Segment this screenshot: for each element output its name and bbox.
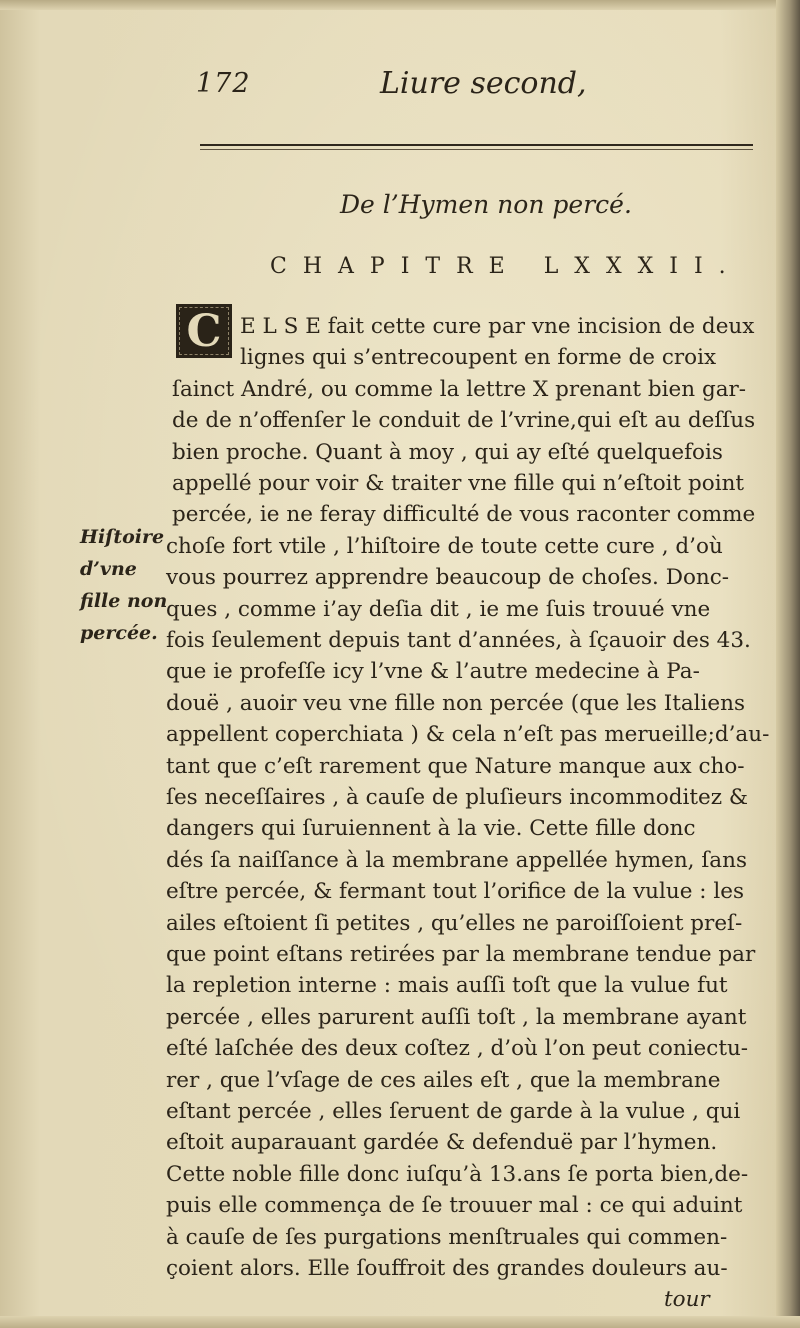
drop-cap: [176, 304, 232, 358]
body-line: percée , elles parurent auſſi toſt , la membrane ayant: [166, 1004, 747, 1030]
header-rule-thin: [200, 149, 753, 150]
body-line: dés ſa naiſſance à la membrane appellée hymen, ſans: [166, 847, 748, 873]
body-line: ailes eſtoient ſi petites , qu’elles ne paroiſſoient preſ-: [166, 910, 743, 936]
body-line: lignes qui s’entrecoupent en forme de croix: [240, 345, 717, 371]
chapter-heading: CHAPITRE LXXXII.: [270, 254, 742, 279]
body-line: appellent coperchiata ) & cela n’eſt pas merueille;d’au-: [166, 722, 770, 748]
body-line: de de n’offenſer le conduit de l’vrine,qui eſt au deſſus: [172, 408, 756, 434]
body-line: vous pourrez apprendre beaucoup de choſes. Donc-: [166, 565, 730, 591]
body-line: ſes neceſſaires , à cauſe de pluſieurs incommoditez &: [166, 785, 748, 810]
margin-note-line: Hiſtoire: [80, 526, 165, 548]
page-gutter-shadow: [776, 0, 800, 1328]
page-bottom-edge: [0, 1316, 800, 1328]
margin-note-line: percée.: [80, 622, 158, 644]
body-line: tant que c’eſt rarement que Nature manque aux cho-: [166, 753, 745, 779]
margin-note-line: d’vne: [80, 558, 137, 580]
body-line: fois ſeulement depuis tant d’années, à ſçauoir des 43.: [166, 628, 751, 653]
body-line: puis elle commença de ſe trouuer mal : ce qui aduint: [166, 1193, 743, 1219]
body-line: percée, ie ne feray difficulté de vous raconter comme: [172, 502, 756, 528]
body-line: E L S E fait cette cure par vne incision de deux: [240, 314, 755, 339]
body-line: eſtoit auparauant gardée & defenduë par l’hymen.: [166, 1130, 718, 1156]
body-line: ques , comme i’ay deſia dit , ie me ſuis trouué vne: [166, 596, 711, 622]
body-line: eſté laſchée des deux coſtez , d’où l’on peut coniectu-: [166, 1036, 749, 1062]
body-line: appellé pour voir & traiter vne fille qui n’eſtoit point: [172, 471, 745, 496]
header-rule: [200, 144, 753, 146]
body-line: eſtre percée, & fermant tout l’orifice de la vulue : les: [166, 879, 745, 905]
body-line: que ie profeſſe icy l’vne & l’autre medecine à Pa-: [166, 659, 700, 685]
running-title: Liure second,: [380, 66, 587, 101]
catchword: tour: [664, 1287, 710, 1312]
drop-cap-ornament: [179, 307, 229, 355]
body-line: choſe fort vtile , l’hiſtoire de toute cette cure , d’où: [166, 533, 723, 559]
body-line: que point eſtans retirées par la membrane tendue par: [166, 942, 756, 967]
margin-note-line: fille non: [80, 590, 168, 612]
body-line: douë , auoir veu vne fille non percée (que les Italiens: [166, 690, 746, 716]
drop-cap-letter: C: [186, 305, 222, 357]
body-line: eſtant percée , elles ſeruent de garde à la vulue , qui: [166, 1099, 741, 1124]
body-line: Cette noble fille donc iuſqu’à 13.ans ſe porta bien,de-: [166, 1161, 749, 1187]
body-line: dangers qui ſuruiennent à la vie. Cette fille donc: [166, 816, 696, 842]
section-heading: De l’Hymen non percé.: [340, 190, 632, 219]
body-line: çoient alors. Elle ſouffroit des grandes douleurs au-: [166, 1256, 728, 1281]
body-line: à cauſe de ſes purgations menſtruales qui commen-: [166, 1224, 728, 1250]
body-line: la repletion interne : mais auſſi toſt que la vulue fut: [166, 973, 728, 999]
body-line: bien proche. Quant à moy , qui ay eſté quelquefois: [172, 439, 723, 465]
body-line: ſainct André, ou comme la lettre X prenant bien gar-: [172, 376, 747, 402]
page-top-edge: [0, 0, 800, 10]
body-line: rer , que l’vſage de ces ailes eſt , que la membrane: [166, 1067, 721, 1093]
page-number: 172: [196, 68, 251, 99]
